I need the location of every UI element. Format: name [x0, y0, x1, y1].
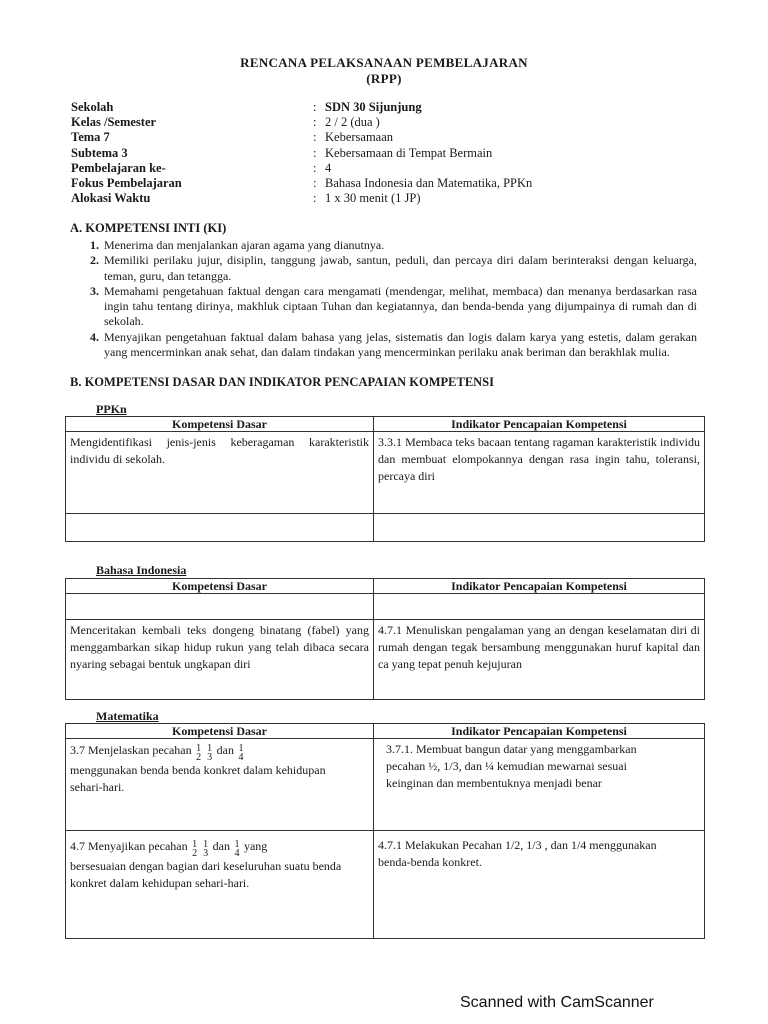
meta-row-tema: [71, 130, 671, 145]
ipk-text: 3.7.1. Membuat bangun datar yang menggambarkan pecahan ½, 1/3, dan ¼ kemudian mewarnai sesuai keinginan dan membentuknya menjadi benar: [386, 742, 637, 790]
ki-item: [90, 284, 697, 330]
kd-text: dan: [212, 839, 230, 853]
ki-number: 2.: [90, 253, 99, 268]
kd-text: yang: [243, 839, 268, 853]
kd-text: 3.7 Menjelaskan pecahan: [70, 743, 192, 757]
table-row-empty: [66, 594, 705, 620]
table-row: [66, 831, 705, 939]
table-header-row: [66, 417, 705, 432]
meta-value: 1 x 30 menit (1 JP): [325, 191, 421, 206]
meta-value: Kebersamaan di Tempat Bermain: [325, 145, 493, 160]
ki-item: [90, 330, 697, 361]
table-row-empty: [66, 514, 705, 542]
meta-row-fokus: [71, 176, 671, 191]
column-header-kd: Kompetensi Dasar: [66, 579, 374, 594]
ppkn-table: [65, 416, 705, 542]
ki-list: [90, 238, 697, 360]
column-header-ipk: Indikator Pencapaian Kompetensi: [374, 724, 705, 739]
ki-number: 1.: [90, 238, 99, 252]
fraction-quarter: 1 4: [234, 839, 240, 859]
bahasa-heading: Bahasa Indonesia: [96, 563, 187, 577]
ki-text: Memahami pengetahuan faktual dengan cara mengamati (mendengar, melihat, membaca) dan menanya berdasarkan rasa ingin tahu tentang dirinya, makhluk ciptaan Tuhan dan kegiatannya, dan benda-benda yang dijumpainya di rumah dan di sekolah.: [104, 283, 697, 329]
column-header-ipk: Indikator Pencapaian Kompetensi: [374, 579, 705, 594]
kd-cell: Mengidentifikasi jenis-jenis keberagaman karakteristik individu di sekolah.: [66, 432, 374, 514]
meta-row-alokasi: [71, 191, 671, 206]
kd-cell: [66, 739, 374, 831]
ipk-text: 4.7.1 Melakukan Pecahan 1/2, 1/3 , dan 1/4 menggunakan benda-benda konkret.: [378, 838, 657, 869]
ki-text: Memiliki perilaku jujur, disiplin, tanggung jawab, santun, peduli, dan percaya diri dalam berinteraksi dengan keluarga, teman, guru, dan tetangga.: [104, 253, 697, 283]
fraction-quarter: 1 4: [238, 743, 244, 763]
meta-value: 2 / 2 (dua ): [325, 115, 380, 130]
meta-colon: :: [313, 176, 317, 191]
matematika-heading: Matematika: [96, 709, 159, 723]
ipk-cell: 4.7.1 Menuliskan pengalaman yang an dengan keselamatan diri di rumah dengan tegak bersambung menggunakan huruf kapital dan ca yang tepat penuh kejujuran: [374, 620, 705, 700]
meta-label: Alokasi Waktu: [71, 191, 151, 206]
table-row: [66, 620, 705, 700]
column-header-kd: Kompetensi Dasar: [66, 724, 374, 739]
meta-value: Kebersamaan: [325, 130, 394, 145]
meta-label: Subtema 3: [71, 145, 128, 160]
section-b-heading: B. KOMPETENSI DASAR DAN INDIKATOR PENCAPAIAN KOMPETENSI: [70, 375, 494, 389]
kd-cell: [66, 831, 374, 939]
empty-cell: [374, 594, 705, 620]
meta-row-subtema: [71, 146, 671, 161]
meta-value: 4: [325, 160, 332, 175]
fraction-third: 1 3: [207, 743, 213, 763]
kd-text: 4.7 Menyajikan pecahan: [70, 839, 188, 853]
ki-text: Menyajikan pengetahuan faktual dalam bahasa yang jelas, sistematis dan logis dalam karya yang estetis, dalam gerakan yang mencerminkan anak sehat, dan dalam tindakan yang mencerminkan perilaku anak beriman dan berakhlak mulia.: [104, 329, 697, 360]
meta-colon: :: [313, 115, 317, 130]
meta-colon: :: [313, 160, 317, 175]
kd-text: dan: [216, 743, 234, 757]
kd-text: bersesuaian dengan bagian dari keseluruhan suatu benda konkret dalam kehidupan sehari-hari.: [70, 859, 342, 890]
document-title: RENCANA PELAKSANAAN PEMBELAJARAN: [240, 55, 528, 70]
empty-cell: [66, 514, 374, 542]
ipk-cell: 3.3.1 Membaca teks bacaan tentang ragaman karakteristik individu dan membuat elompokannya dengan rasa ingin tahu, toleransi, percaya diri: [374, 432, 705, 514]
kd-text: menggunakan benda benda konkret dalam kehidupan sehari-hari.: [70, 763, 326, 794]
meta-label: Fokus Pembelajaran: [71, 176, 182, 191]
empty-cell: [374, 514, 705, 542]
ki-number: 3.: [90, 283, 99, 298]
table-header-row: [66, 579, 705, 594]
bahasa-table: [65, 578, 705, 700]
meta-label: Sekolah: [71, 100, 114, 114]
kd-cell: Menceritakan kembali teks dongeng binatang (fabel) yang menggambarkan sikap hidup rukun yang telah dibaca secara nyaring sebagai bentuk ungkapan diri: [66, 620, 374, 700]
empty-cell: [66, 594, 374, 620]
identity-block: [71, 100, 671, 206]
ipk-cell: [374, 739, 705, 831]
meta-label: Pembelajaran ke-: [71, 160, 166, 175]
meta-colon: :: [313, 145, 317, 160]
ppkn-heading: PPKn: [96, 402, 127, 416]
section-a-heading: A. KOMPETENSI INTI (KI): [70, 221, 227, 235]
ki-text: Menerima dan menjalankan ajaran agama yang dianutnya.: [104, 238, 385, 252]
fraction-third: 1 3: [203, 839, 209, 859]
table-row: [66, 432, 705, 514]
meta-colon: :: [313, 130, 317, 145]
meta-value: SDN 30 Sijunjung: [325, 100, 422, 114]
ki-item: [90, 253, 697, 284]
table-header-row: [66, 724, 705, 739]
document-subtitle: (RPP): [366, 71, 402, 86]
column-header-kd: Kompetensi Dasar: [66, 417, 374, 432]
ipk-cell: [374, 831, 705, 939]
ki-number: 4.: [90, 329, 99, 344]
ki-item: [90, 238, 697, 253]
meta-row-sekolah: [71, 100, 671, 115]
column-header-ipk: Indikator Pencapaian Kompetensi: [374, 417, 705, 432]
fraction-half: 1 2: [192, 839, 198, 859]
meta-row-pembelajaran: [71, 161, 671, 176]
meta-colon: :: [313, 100, 317, 114]
meta-value: Bahasa Indonesia dan Matematika, PPKn: [325, 176, 533, 191]
meta-label: Kelas /Semester: [71, 115, 157, 130]
meta-colon: :: [313, 191, 317, 206]
meta-label: Tema 7: [71, 130, 110, 145]
fraction-half: 1 2: [196, 743, 202, 763]
table-row: [66, 739, 705, 831]
scanner-watermark: Scanned with CamScanner: [460, 994, 654, 1011]
matematika-table: [65, 723, 705, 939]
meta-row-kelas: [71, 115, 671, 130]
